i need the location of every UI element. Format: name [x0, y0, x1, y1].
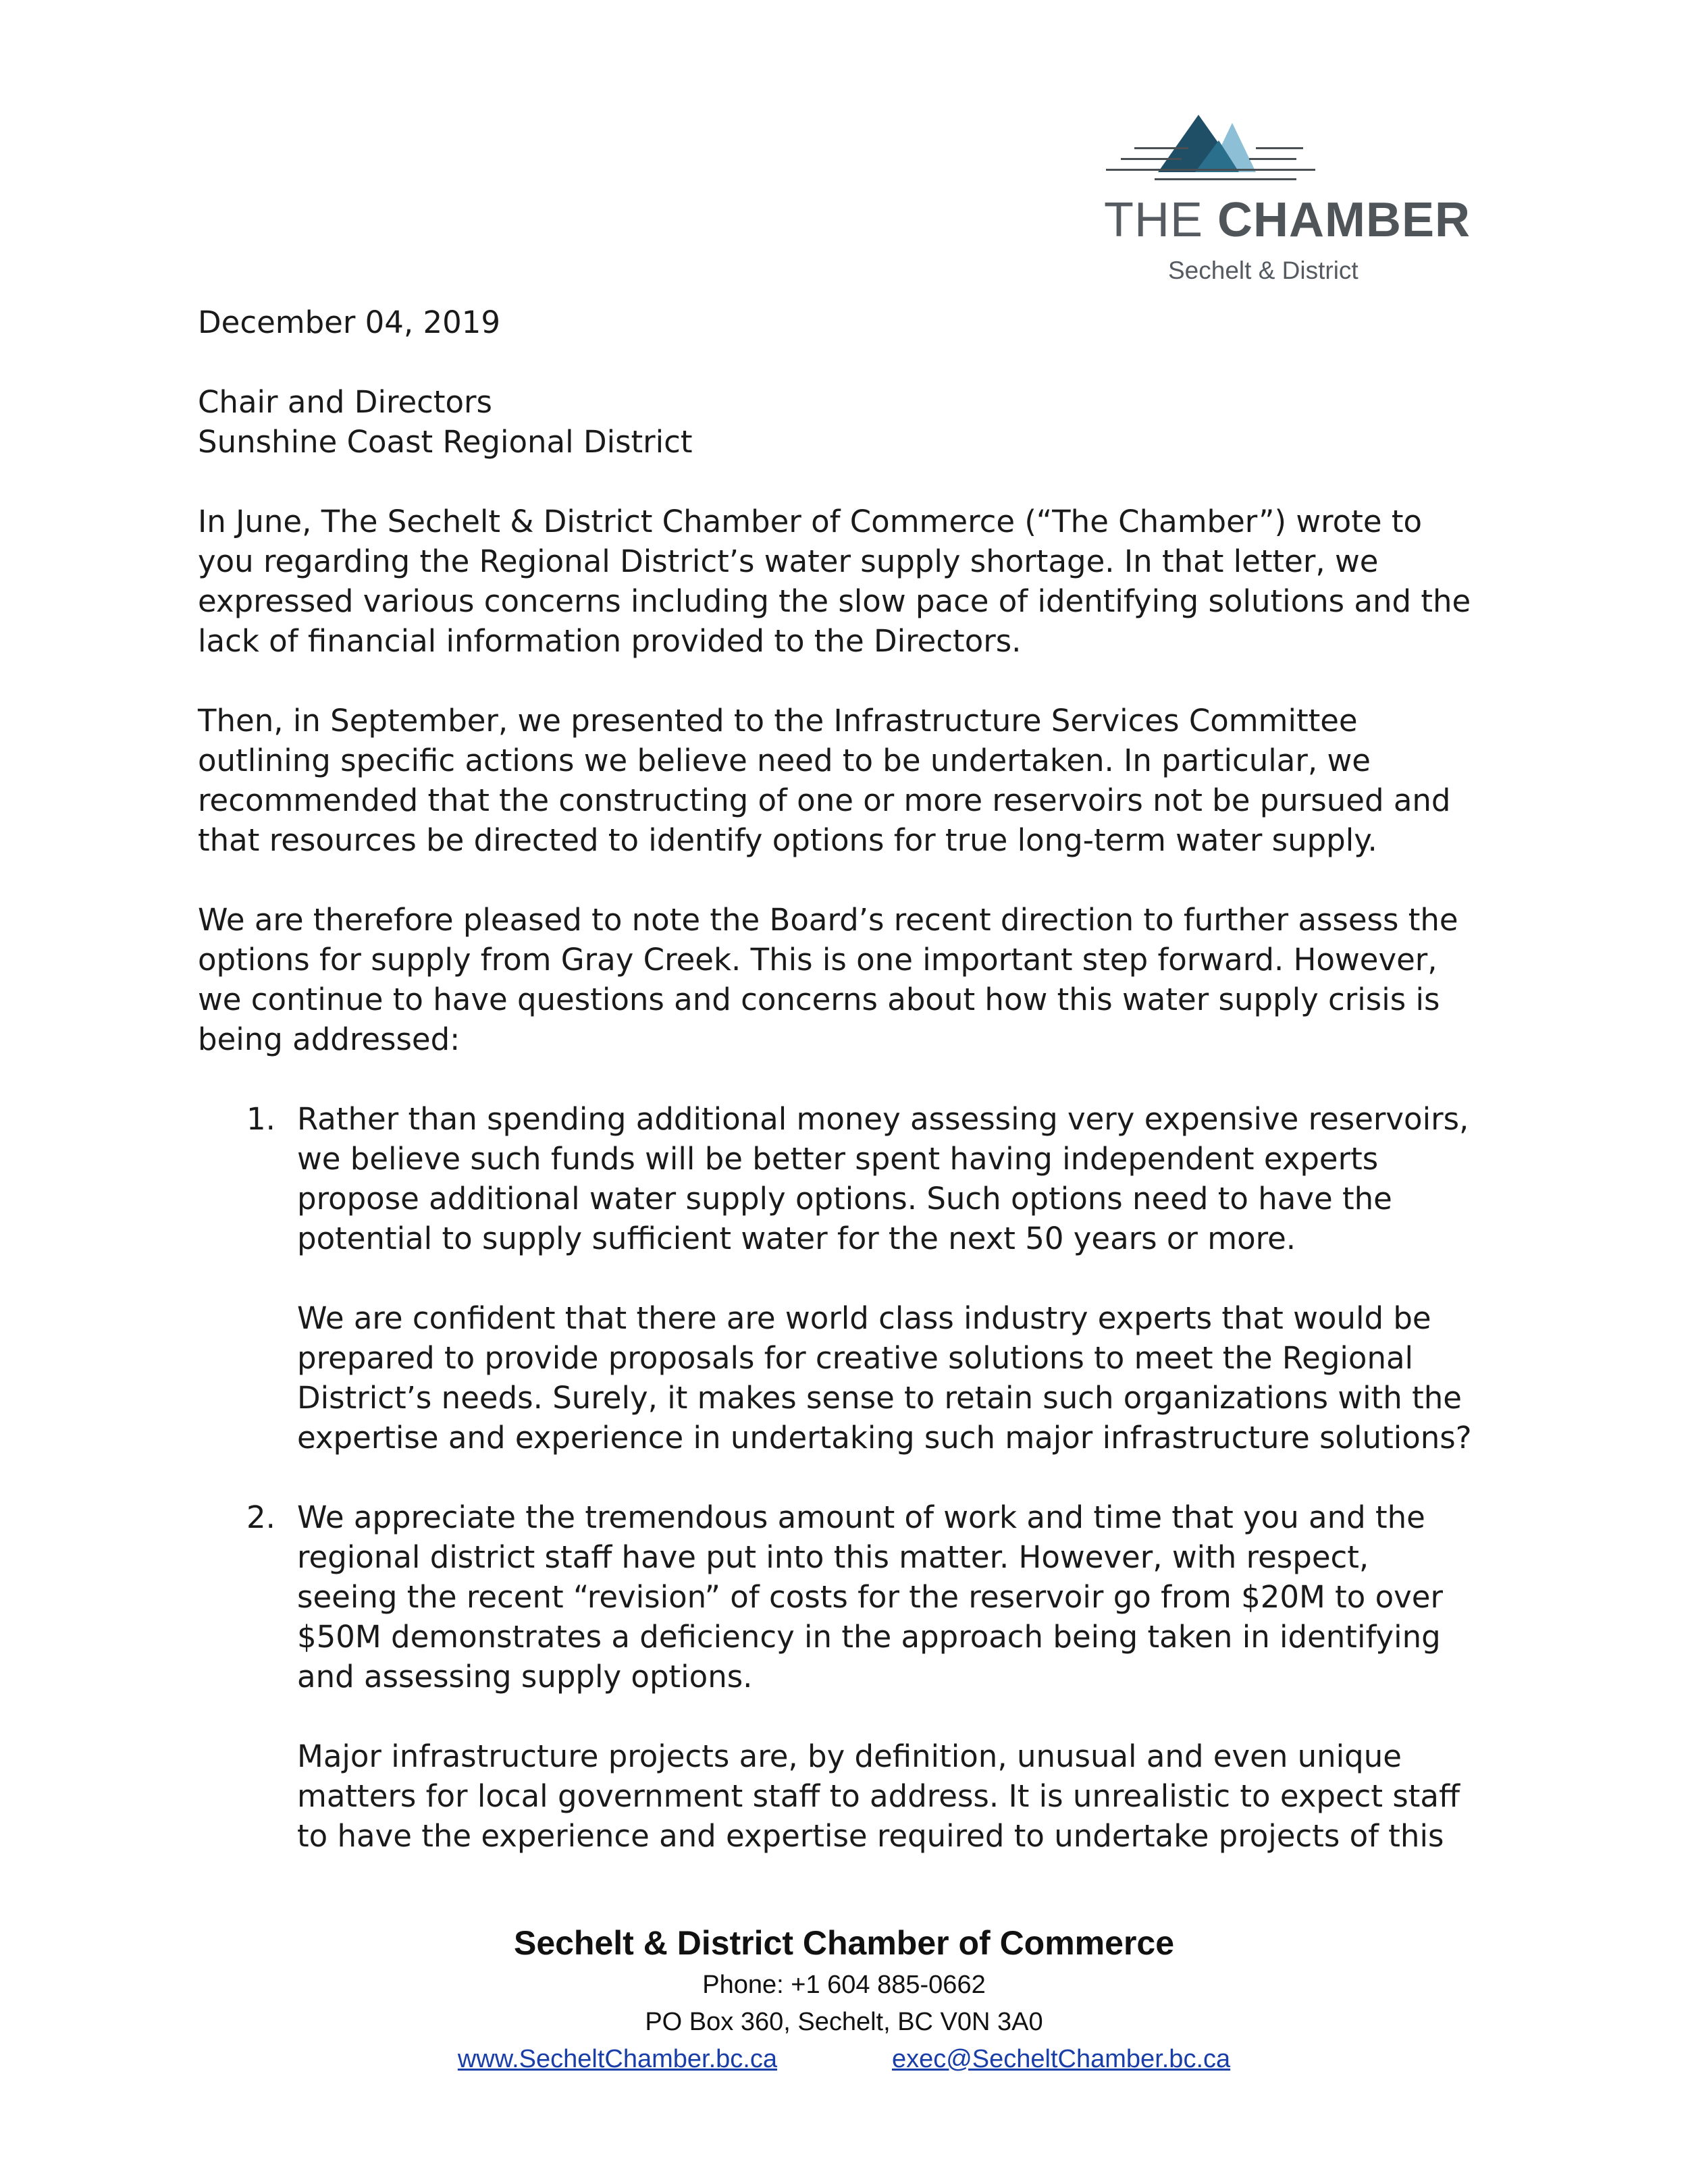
recipient-line: Sunshine Coast Regional District [198, 424, 693, 460]
letterhead-footer [0, 1919, 1688, 2078]
email-link[interactable]: exec@SecheltChamber.bc.ca [891, 2045, 1231, 2073]
footer-phone: Phone: +1 604 885-0662 [702, 1971, 986, 1999]
logo-subtitle: Sechelt & District [1168, 257, 1359, 284]
logo-line [1256, 147, 1303, 149]
list-number: 2. [246, 1499, 275, 1535]
footer-org-name: Sechelt & District Chamber of Commerce [513, 1924, 1175, 1962]
logo-title-bold: CHAMBER [1217, 193, 1471, 247]
logo-line [1106, 169, 1315, 171]
chamber-logo [1094, 108, 1471, 297]
letter-body [198, 302, 1494, 1896]
paragraph: We are therefore pleased to note the Board’s recent direction to further assess the options for supply from Gray Creek. This is one important step forward. However, we continue to have questions and concerns about how this water supply crisis is being addressed: [198, 902, 1458, 1057]
website-link[interactable]: www.SecheltChamber.bc.ca [457, 2045, 777, 2073]
logo-line [1134, 147, 1188, 149]
footer-links [0, 2041, 1688, 2078]
item-paragraph: We are confident that there are world class industry experts that would be prepared to provide proposals for creative solutions to meet the Regional District’s needs. Surely, it makes sense to retain such organizations with the expertise and experience in undertaking such major infrastructure solutions? [297, 1300, 1472, 1456]
logo-line [1155, 178, 1296, 180]
item-paragraph: We appreciate the tremendous amount of work and time that you and the regional district staff have put into this matter. However, with respect, seeing the recent “revision” of costs for the reservoir go from $20M to over $50M demonstrates a deficiency in the approach being taken in identifying and assessing supply options. [297, 1499, 1443, 1695]
logo-title [1104, 192, 1471, 248]
list-item [198, 1099, 1494, 1458]
footer-address: PO Box 360, Sechelt, BC V0N 3A0 [645, 2008, 1043, 2036]
item-paragraph: Major infrastructure projects are, by definition, unusual and even unique matters for local government staff to address. It is unrealistic to expect staff to have the experience and expertise required to undertake projects of this [297, 1738, 1460, 1854]
numbered-list [198, 1099, 1494, 1856]
letter-recipient [198, 382, 1494, 462]
mountain-logo-icon [1094, 108, 1317, 186]
list-number: 1. [246, 1101, 275, 1137]
list-item [198, 1497, 1494, 1856]
paragraph: In June, The Sechelt & District Chamber of Commerce (“The Chamber”) wrote to you regarding the Regional District’s water supply shortage. In that letter, we expressed various concerns including the slow pace of identifying solutions and the lack of financial information provided to the Directors. [198, 504, 1471, 659]
logo-line [1121, 158, 1182, 160]
paragraph: Then, in September, we presented to the Infrastructure Services Committee outlining specific actions we believe need to be undertaken. In particular, we recommended that the constructing of one or more reservoirs not be pursued and that resources be directed to identify options for true long-term water supply. [198, 703, 1451, 858]
recipient-line: Chair and Directors [198, 384, 493, 420]
item-paragraph: Rather than spending additional money assessing very expensive reservoirs, we believe such funds will be better spent having independent experts propose additional water supply options. Such options need to have the potential to supply sufficient water for the next 50 years or more. [297, 1101, 1469, 1256]
logo-line [1249, 158, 1296, 160]
logo-title-light: THE [1104, 193, 1203, 247]
letter-date: December 04, 2019 [198, 304, 501, 340]
